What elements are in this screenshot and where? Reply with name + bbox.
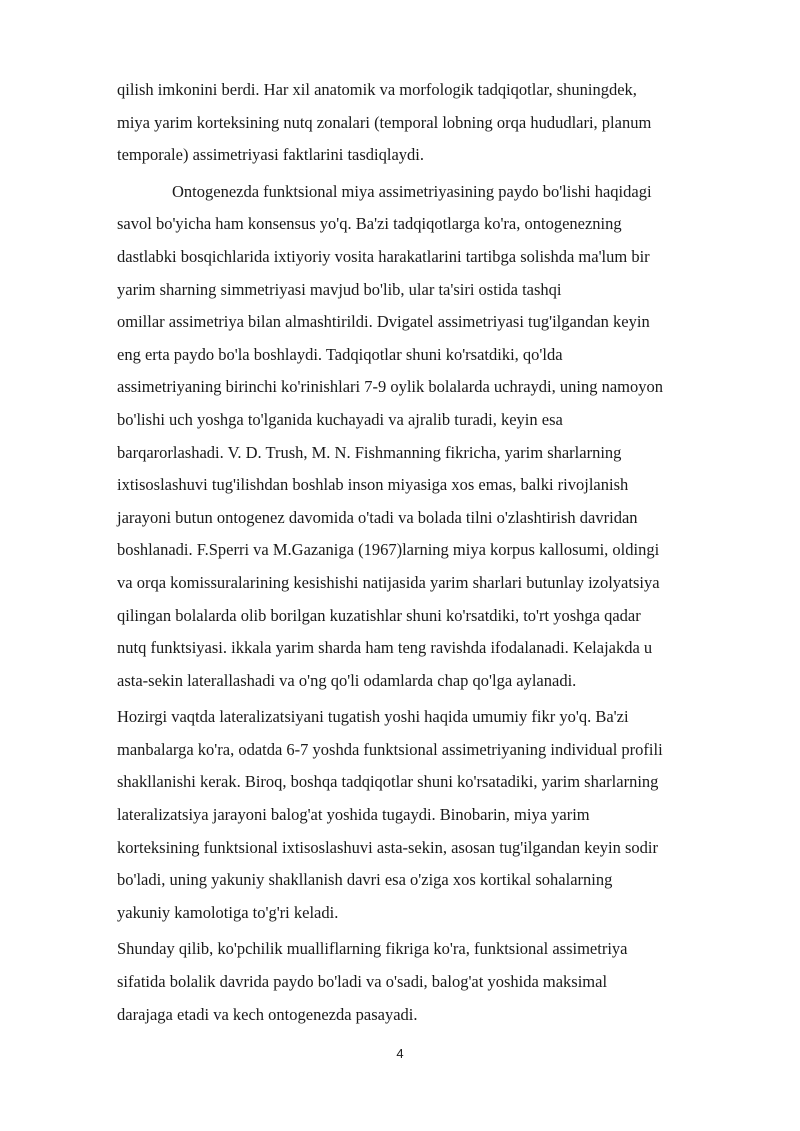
paragraph-2 (117, 176, 747, 698)
text-line: Hozirgi vaqtda lateralizatsiyani tugatish yoshi haqida umumiy fikr yo'q. Ba'zi (117, 707, 629, 727)
text-line: qilish imkonini berdi. Har xil anatomik va morfologik tadqiqotlar, shuningdek, (117, 80, 637, 99)
text-line: Shunday qilib, ko'pchilik mualliflarning fikriga ko'ra, funktsional assimetriya (117, 939, 628, 959)
text-line: ixtisoslashuvi tug'ilishdan boshlab inson miyasiga xos emas, balki rivojlanish (117, 475, 629, 495)
text-line: eng erta paydo bo'la boshlaydi. Tadqiqotlar shuni ko'rsatdiki, qo'lda (117, 344, 563, 364)
paragraph-1 (117, 74, 747, 172)
text-line: Ontogenezda funktsional miya assimetriyasining paydo bo'lishi haqidagi (172, 181, 652, 201)
text-line: qilingan bolalarda olib borilgan kuzatishlar shuni ko'rsatdiki, to'rt yoshga qadar (117, 605, 641, 625)
body-text (117, 74, 747, 1031)
text-line: dastlabki bosqichlarida ixtiyoriy vosita harakatlarini tartibga solishda ma'lum bir (117, 246, 650, 266)
text-line: korteksining funktsional ixtisoslashuvi asta-sekin, asosan tug'ilgandan keyin sodir (117, 837, 658, 857)
text-line: asta-sekin laterallashadi va o'ng qo'li odamlarda chap qo'lga aylanadi. (117, 670, 577, 690)
text-line: boshlanadi. F.Sperri va M.Gazaniga (1967)larning miya korpus kallosumi, oldingi (117, 540, 660, 560)
text-line: sifatida bolalik davrida paydo bo'ladi va o'sadi, balog'at yoshida maksimal (117, 972, 608, 992)
text-line: assimetriyaning birinchi ko'rinishlari 7-9 oylik bolalarda uchraydi, uning namoyon (117, 377, 663, 397)
text-line: bo'ladi, uning yakuniy shakllanish davri esa o'ziga xos kortikal sohalarning (117, 870, 613, 890)
page-number: 4 (396, 1046, 404, 1061)
text-line: shakllanishi kerak. Biroq, boshqa tadqiqotlar shuni ko'rsatadiki, yarim sharlarning (117, 772, 659, 792)
text-line: va orqa komissuralarining kesishishi natijasida yarim sharlari butunlay izolyatsiya (117, 572, 660, 592)
text-line: savol bo'yicha ham konsensus yo'q. Ba'zi tadqiqotlarga ko'ra, ontogenezning (117, 214, 622, 234)
text-line: jarayoni butun ontogenez davomida o'tadi va bolada tilni o'zlashtirish davridan (117, 507, 638, 527)
text-line: nutq funktsiyasi. ikkala yarim sharda ham teng ravishda ifodalanadi. Kelajakda u (117, 638, 653, 658)
text-line: barqarorlashadi. V. D. Trush, M. N. Fishmanning fikricha, yarim sharlarning (117, 442, 622, 462)
text-line: darajaga etadi va kech ontogenezda pasayadi. (117, 1004, 418, 1024)
text-line: yarim sharning simmetriyasi mavjud bo'lib, ular ta'siri ostida tashqi (117, 279, 562, 299)
text-line: temporale) assimetriyasi faktlarini tasdiqlaydi. (117, 145, 424, 165)
text-line: bo'lishi uch yoshga to'lganida kuchayadi va ajralib turadi, keyin esa (117, 409, 563, 429)
paragraph-3 (117, 701, 747, 929)
text-line: omillar assimetriya bilan almashtirildi. Dvigatel assimetriyasi tug'ilgandan keyin (117, 312, 650, 332)
text-line: lateralizatsiya jarayoni balog'at yoshida tugaydi. Binobarin, miya yarim (117, 805, 590, 825)
text-line: manbalarga ko'ra, odatda 6-7 yoshda funktsional assimetriyaning individual profili (117, 739, 663, 759)
paragraph-4 (117, 933, 747, 1031)
text-line: yakuniy kamolotiga to'g'ri keladi. (117, 902, 339, 922)
text-line: miya yarim korteksining nutq zonalari (temporal lobning orqa hududlari, planum (117, 112, 652, 132)
